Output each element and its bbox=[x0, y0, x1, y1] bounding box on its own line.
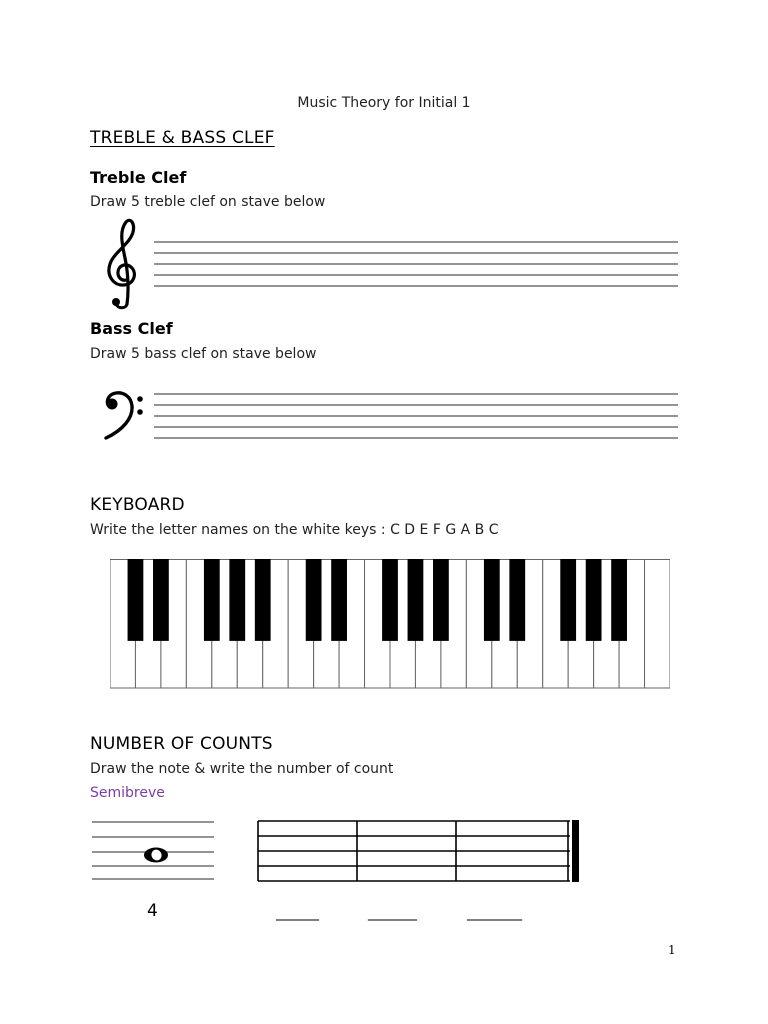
page-number: 1 bbox=[668, 943, 676, 957]
answer-stave bbox=[256, 818, 582, 884]
black-key bbox=[229, 559, 245, 641]
bass-stave bbox=[154, 392, 680, 444]
piano-keyboard bbox=[110, 559, 670, 689]
black-key bbox=[382, 559, 398, 641]
black-key bbox=[331, 559, 347, 641]
example-count-value: 4 bbox=[147, 901, 158, 921]
black-key bbox=[611, 559, 627, 641]
white-key bbox=[645, 560, 670, 689]
black-key bbox=[128, 559, 144, 641]
black-key bbox=[586, 559, 602, 641]
answer-blank-3[interactable]: _________ bbox=[467, 905, 521, 921]
treble-stave bbox=[154, 240, 680, 292]
black-key bbox=[560, 559, 576, 641]
black-key bbox=[306, 559, 322, 641]
treble-clef-icon bbox=[100, 218, 148, 310]
section-heading-keyboard: KEYBOARD bbox=[90, 495, 185, 515]
answer-blank-1[interactable]: _______ bbox=[276, 905, 318, 921]
black-key bbox=[255, 559, 271, 641]
note-name-semibreve: Semibreve bbox=[90, 785, 165, 801]
black-key bbox=[484, 559, 500, 641]
black-key bbox=[433, 559, 449, 641]
semibreve-icon bbox=[141, 845, 171, 865]
black-key bbox=[408, 559, 424, 641]
answer-blank-2[interactable]: ________ bbox=[368, 905, 416, 921]
bass-clef-instruction: Draw 5 bass clef on stave below bbox=[90, 346, 317, 362]
bass-clef-heading: Bass Clef bbox=[90, 319, 173, 338]
keyboard-instruction: Write the letter names on the white keys : C D E F G A B C bbox=[90, 522, 499, 538]
section-heading-counts: NUMBER OF COUNTS bbox=[90, 734, 273, 754]
document-title: Music Theory for Initial 1 bbox=[297, 95, 471, 111]
bass-clef-icon bbox=[103, 390, 147, 442]
black-key bbox=[509, 559, 525, 641]
treble-clef-heading: Treble Clef bbox=[90, 168, 187, 187]
treble-clef-instruction: Draw 5 treble clef on stave below bbox=[90, 194, 326, 210]
black-key bbox=[153, 559, 169, 641]
black-key bbox=[204, 559, 220, 641]
counts-instruction: Draw the note & write the number of count bbox=[90, 761, 394, 777]
section-heading-clefs: TREBLE & BASS CLEF bbox=[90, 128, 275, 148]
